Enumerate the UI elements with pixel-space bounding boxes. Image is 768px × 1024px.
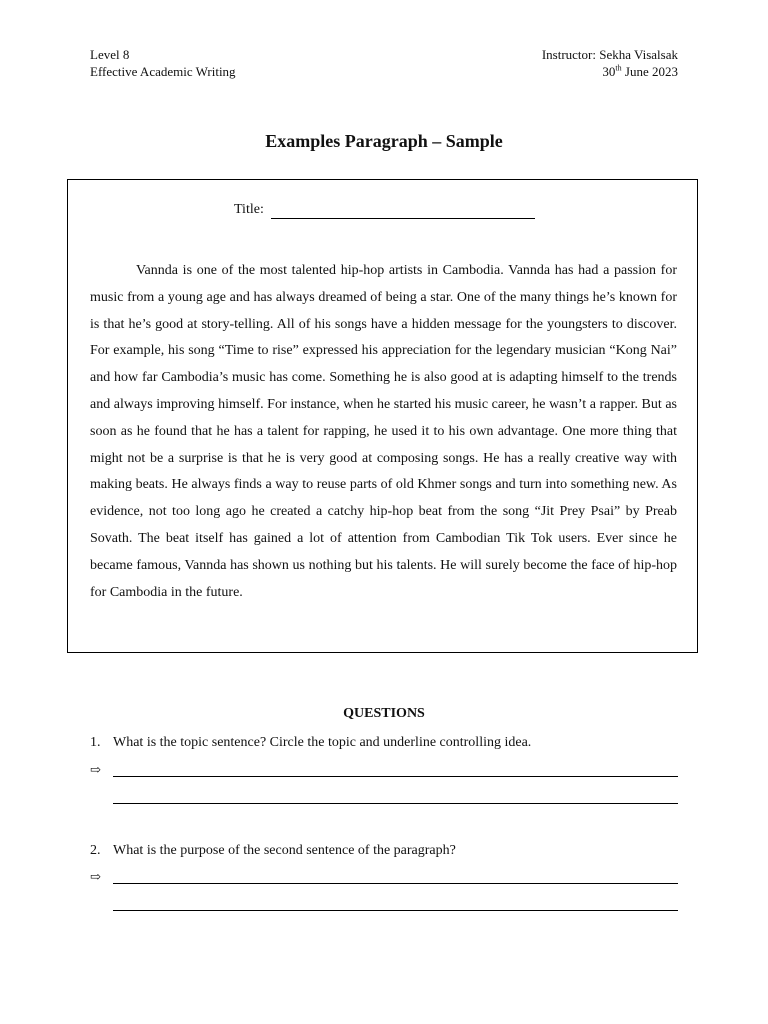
answer-line[interactable] (113, 776, 678, 777)
date-suffix: th (615, 63, 622, 73)
document-title: Examples Paragraph – Sample (265, 131, 503, 151)
course-label: Effective Academic Writing (90, 64, 236, 79)
answer-line[interactable] (113, 883, 678, 884)
title-label: Title: (234, 202, 264, 217)
date-rest: June 2023 (621, 64, 678, 79)
question-text: What is the purpose of the second sentence of the paragraph? (113, 843, 456, 858)
questions-heading: QUESTIONS (343, 706, 425, 721)
answer-line[interactable] (113, 803, 678, 804)
header-left (90, 46, 236, 80)
title-blank-line[interactable] (271, 218, 535, 219)
answer-line[interactable] (113, 910, 678, 911)
paragraph-box (67, 179, 698, 653)
question-2 (90, 843, 456, 859)
question-text: What is the topic sentence? Circle the topic and underline controlling idea. (113, 735, 532, 750)
header-right (542, 46, 678, 80)
sample-paragraph: Vannda is one of the most talented hip-hop artists in Cambodia. Vannda has had a passion for music from a young age and has always dreamed of being a star. One of the many things he’s known for is that he’s good at story-telling. All of his songs have a hidden message for the youngsters to discover. For example, his song “Time to rise” expressed his appreciation for the legendary musician “Kong Nai” and how far Cambodia’s music has come. Something he is also good at is adapting himself to the trends and always improving himself. For instance, when he started his music career, he wasn’t a rapper. But as soon as he found that he has a talent for rapping, he used it to his own advantage. One more thing that might not be a surprise is that he is very good at composing songs. He has a really creative way with making beats. He always finds a way to reuse parts of old Khmer songs and turn into something new. As evidence, not too long ago he created a catchy hip-hop beat from the song “Jit Prey Psai” by Preab Sovath. The beat itself has gained a lot of attention from Cambodian Tik Tok users. Ever since he became famous, Vannda has shown us nothing but his talents. He will surely become the face of hip-hop for Cambodia in the future. (90, 263, 677, 600)
question-number: 2. (90, 843, 101, 858)
question-number: 1. (90, 735, 101, 750)
instructor-label: Instructor: Sekha Visalsak (541, 47, 678, 62)
arrow-right-icon: ⇨ (90, 869, 101, 884)
date-day: 30 (602, 64, 616, 79)
arrow-right-icon: ⇨ (90, 762, 101, 777)
question-1 (90, 735, 531, 751)
date-label (542, 63, 678, 80)
level-label: Level 8 (90, 47, 130, 62)
